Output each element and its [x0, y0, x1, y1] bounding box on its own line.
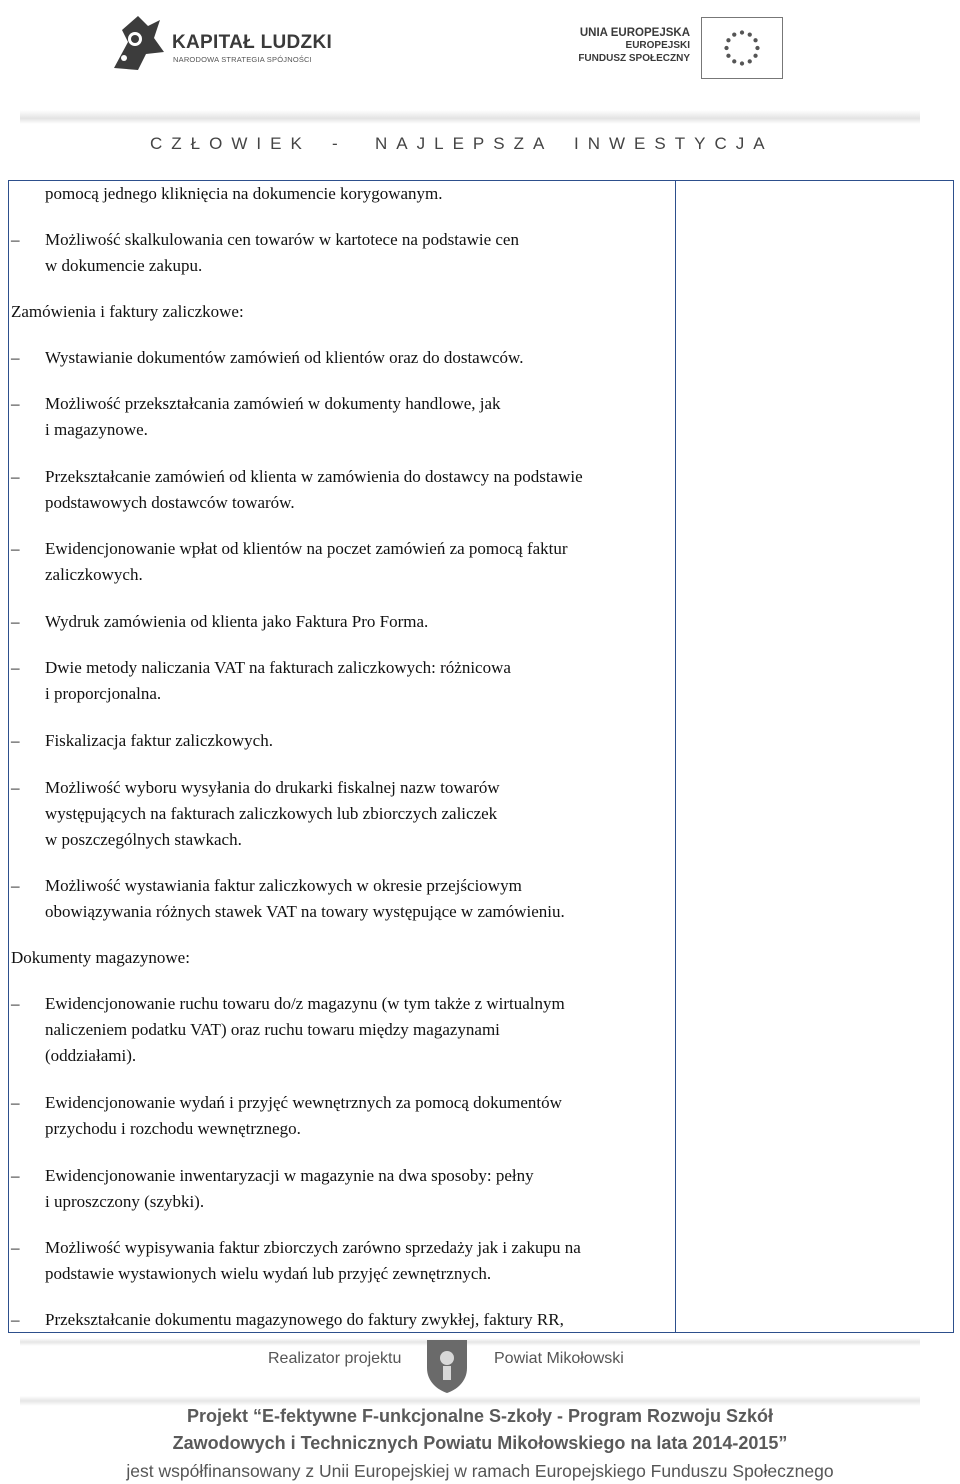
list-item-line: i uproszczony (szybki).	[45, 1192, 205, 1211]
list-item-line: Możliwość wypisywania faktur zbiorczych zarówno sprzedaży jak i zakupu na	[45, 1238, 581, 1257]
section-heading-orders: Zamówienia i faktury zaliczkowe:	[11, 302, 244, 321]
list-item-line: Wystawianie dokumentów zamówień od klientów oraz do dostawców.	[45, 348, 524, 367]
dash-icon: –	[11, 348, 20, 367]
section-heading-warehouse: Dokumenty magazynowe:	[11, 948, 190, 967]
dash-icon: –	[11, 1093, 20, 1112]
powiat-label: Powiat Mikołowski	[494, 1350, 624, 1367]
list-item-line: Fiskalizacja faktur zaliczkowych.	[45, 731, 273, 750]
list-item-line: podstawowych dostawców towarów.	[45, 493, 295, 512]
project-line-1: Projekt “E-fektywne F-unkcjonalne S-zkoły - Program Rozwoju Szkół	[186, 1406, 774, 1426]
eu-label	[560, 27, 690, 65]
footer-divider	[20, 1338, 920, 1346]
list-item-line: podstawie wystawionych wielu wydań lub przyjęć zewnętrznych.	[45, 1264, 492, 1283]
dash-icon: –	[11, 778, 20, 797]
slogan-mid: NAJLEPSZA	[375, 134, 554, 153]
intro-line: pomocą jednego kliknięcia na dokumencie korygowanym.	[45, 184, 443, 203]
list-item-line: i magazynowe.	[45, 420, 148, 439]
list-item-line: obowiązywania różnych stawek VAT na towary występujące w zamówieniu.	[45, 902, 565, 921]
spec-table	[8, 180, 954, 1333]
list-item-line: Możliwość przekształcania zamówień w dokumenty handlowe, jak	[45, 394, 501, 413]
column-divider	[675, 181, 676, 1332]
slogan	[0, 134, 960, 156]
list-item-line: Wydruk zamówienia od klienta jako Faktura Pro Forma.	[45, 612, 429, 631]
list-item-line: przychodu i rozchodu wewnętrznego.	[45, 1119, 301, 1138]
kapital-ludzki-subtitle: NARODOWA STRATEGIA SPÓJNOŚCI	[173, 55, 312, 64]
dash-icon: –	[11, 612, 20, 631]
list-item-line: Ewidencjonowanie wydań i przyjęć wewnętrznych za pomocą dokumentów	[45, 1093, 562, 1112]
dash-icon: –	[11, 1238, 20, 1257]
dash-icon: –	[11, 1310, 20, 1329]
list-item-line: Przekształcanie zamówień od klienta w zamówienia do dostawcy na podstawie	[45, 467, 583, 486]
dash-icon: –	[11, 876, 20, 895]
list-item-line: Możliwość skalkulowania cen towarów w kartotece na podstawie cen	[45, 230, 519, 249]
eu-label-line3: FUNDUSZ SPOŁECZNY	[578, 53, 690, 64]
dash-icon: –	[11, 394, 20, 413]
list-item-line: Ewidencjonowanie wpłat od klientów na poczet zamówień za pomocą faktur	[45, 539, 568, 558]
project-line-3: jest współfinansowany z Unii Europejskiej w ramach Europejskiego Funduszu Społecznego	[126, 1461, 834, 1481]
kapital-ludzki-logo-icon	[108, 12, 168, 74]
list-item-line: występujących na fakturach zaliczkowych lub zbiorczych zaliczek	[45, 804, 498, 823]
slogan-right: INWESTYCJA	[574, 134, 774, 153]
list-item-line: Możliwość wyboru wysyłania do drukarki fiskalnej nazw towarów	[45, 778, 500, 797]
dash-icon: –	[11, 994, 20, 1013]
dash-icon: –	[11, 230, 20, 249]
list-item-line: w poszczególnych stawkach.	[45, 830, 242, 849]
slogan-separator: -	[332, 134, 347, 153]
dash-icon: –	[11, 467, 20, 486]
list-item-line: Ewidencjonowanie inwentaryzacji w magazynie na dwa sposoby: pełny	[45, 1166, 534, 1185]
list-item-line: Możliwość wystawiania faktur zaliczkowych w okresie przejściowym	[45, 876, 522, 895]
eu-label-line1: UNIA EUROPEJSKA	[579, 27, 690, 39]
list-item-line: naliczeniem podatku VAT) oraz ruchu towaru między magazynami	[45, 1020, 500, 1039]
header-divider	[20, 110, 920, 124]
dash-icon: –	[11, 658, 20, 677]
slogan-left: CZŁOWIEK	[150, 134, 311, 153]
page-footer	[0, 1334, 960, 1484]
realizator-label: Realizator projektu	[268, 1350, 402, 1367]
eu-label-line2: EUROPEJSKI	[625, 40, 690, 51]
dash-icon: –	[11, 731, 20, 750]
eu-flag-icon	[701, 17, 783, 79]
list-item-line: w dokumencie zakupu.	[45, 256, 203, 275]
coat-of-arms-icon	[424, 1336, 470, 1394]
list-item-line: i proporcjonalna.	[45, 684, 162, 703]
footer-divider-2	[20, 1396, 920, 1406]
page-header	[0, 0, 960, 170]
list-item-line: Dwie metody naliczania VAT na fakturach zaliczkowych: różnicowa	[45, 658, 511, 677]
project-line-2: Zawodowych i Technicznych Powiatu Mikołowskiego na lata 2014-2015”	[172, 1433, 788, 1453]
list-item-line: (oddziałami).	[45, 1046, 137, 1065]
dash-icon: –	[11, 539, 20, 558]
list-item-line: zaliczkowych.	[45, 565, 143, 584]
kapital-ludzki-title: KAPITAŁ LUDZKI	[172, 32, 333, 53]
dash-icon: –	[11, 1166, 20, 1185]
list-item-line: Ewidencjonowanie ruchu towaru do/z magazynu (w tym także z wirtualnym	[45, 994, 565, 1013]
list-item-line: Przekształcanie dokumentu magazynowego do faktury zwykłej, faktury RR,	[45, 1310, 564, 1329]
